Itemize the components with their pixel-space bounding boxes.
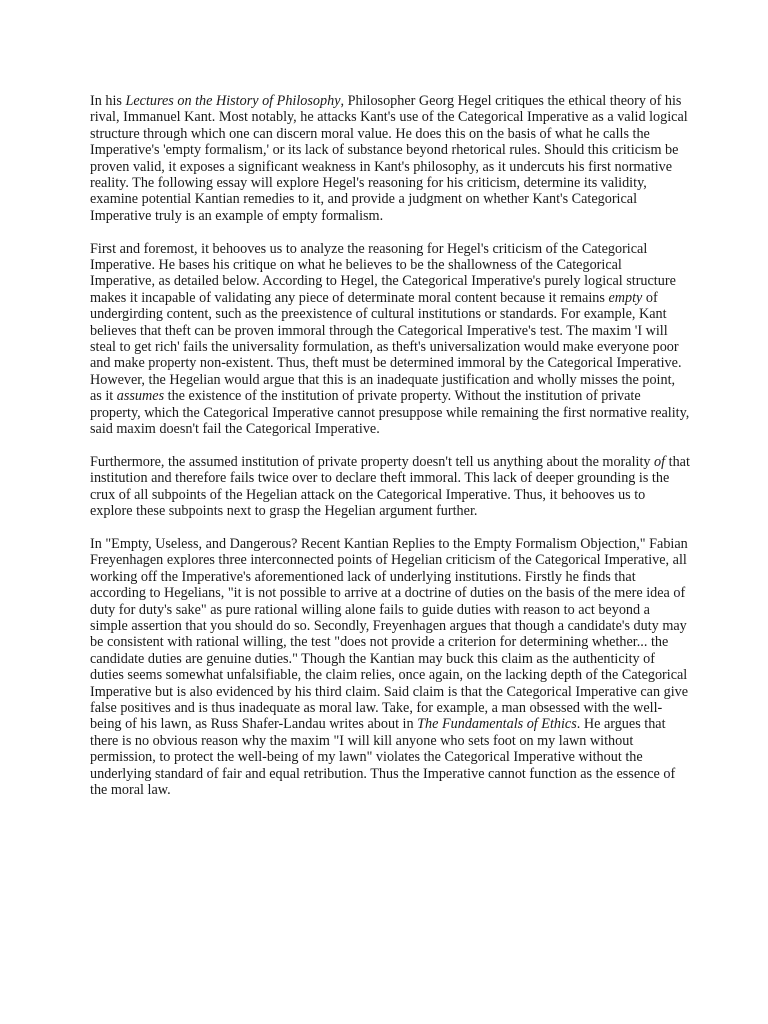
text-run: that institution and therefore fails twice over to declare theft immoral. This lack of deeper grounding is the crux of all subpoints of the Hegelian attack on the Categorical Imperative. Thus, it behooves us to explore these subpoints next to grasp the Hegelian argument further. [90,453,690,520]
text-run: In his [90,93,126,109]
paragraph-4 [90,536,690,799]
paragraph-3 [90,454,690,520]
text-run: First and foremost, it behooves us to analyze the reasoning for Hegel's criticism of the Categorical Imperative. He bases his critique on what he believes to be the shallowness of the Categorical Imperative, as detailed below. According to Hegel, the Categorical Imperative's purely logical structure makes it incapable of validating any piece of determinate moral content because it remains [90,240,676,306]
paragraph-1 [90,93,690,224]
text-run: In "Empty, Useless, and Dangerous? Recent Kantian Replies to the Empty Formalism Objection," Fabian Freyenhagen explores three interconnected points of Hegelian criticism of the Categorical Imperative, all working off the Imperative's aforementioned lack of underlying institutions. Firstly he finds that according to Hegelians, "it is not possible to arrive at a doctrine of duties on the basis of the mere idea of duty for duty's sake" as pure rational willing alone fails to guide duties with reason to act beyond a simple assertion that you should do so. Secondly, Freyenhagen argues that though a candidate's duty may be consistent with rational willing, the test "does not provide a criterion for determining whether... the candidate duties are genuine duties." Though the Kantian may buck this claim as the authenticity of duties seems somewhat unfalsifiable, the claim relies, once again, on the lacking depth of the Categorical Imperative but is also evidenced by his third claim. Said claim is that the Categorical Imperative can give false positives and is thus inadequate as moral law. Take, for example, a man obsessed with the well-being of his lawn, as Russ Shafer-Landau writes about in [90,535,689,733]
italic-text: empty [608,289,643,306]
italic-text: assumes [116,388,165,405]
text-run: of undergirding content, such as the preexistence of cultural institutions or standards. For example, Kant believes that theft can be proven immoral through the Categorical Imperative's test. The maxim 'I will steal to get rich' fails the universality formulation, as theft's universalization would make everyone poor and make property non-existent. Thus, theft must be determined immoral by the Categorical Imperative. However, the Hegelian would argue that this is an inadequate justification and wholly misses the point, as it [90,289,682,405]
text-run: . He argues that there is no obvious reason why the maxim "I will kill anyone who sets foot on my lawn without permission, to protect the well-being of my lawn" violates the Categorical Imperative without the underlying standard of fair and equal retribution. Thus the Imperative cannot function as the essence of the moral law. [90,716,676,799]
paragraph-2 [90,241,690,438]
italic-text: The Fundamentals of Ethics [417,716,577,733]
italic-text: Lectures on the History of Philosophy [125,93,341,109]
text-run: , Philosopher Georg Hegel critiques the ethical theory of his rival, Immanuel Kant. Most notably, he attacks Kant's use of the Categorical Imperative as a valid logical structure through which one can discern moral value. He does this on the basis of what he calls the Imperative's 'empty formalism,' or its lack of substance beyond rhetorical rules. Should this criticism be proven valid, it exposes a significant weakness in Kant's philosophy, as it undercuts his first normative reality. The following essay will explore Hegel's reasoning for his criticism, determine its validity, examine potential Kantian remedies to it, and provide a judgment on whether Kant's Categorical Imperative truly is an example of empty formalism. [90,93,688,224]
essay-body [90,93,690,815]
italic-text: of [654,453,666,470]
text-run: the existence of the institution of private property. Without the institution of private property, which the Categorical Imperative cannot presuppose while remaining the first normative reality, said maxim doesn't fail the Categorical Imperative. [90,388,690,438]
text-run: Furthermore, the assumed institution of private property doesn't tell us anything about the morality [90,453,655,470]
